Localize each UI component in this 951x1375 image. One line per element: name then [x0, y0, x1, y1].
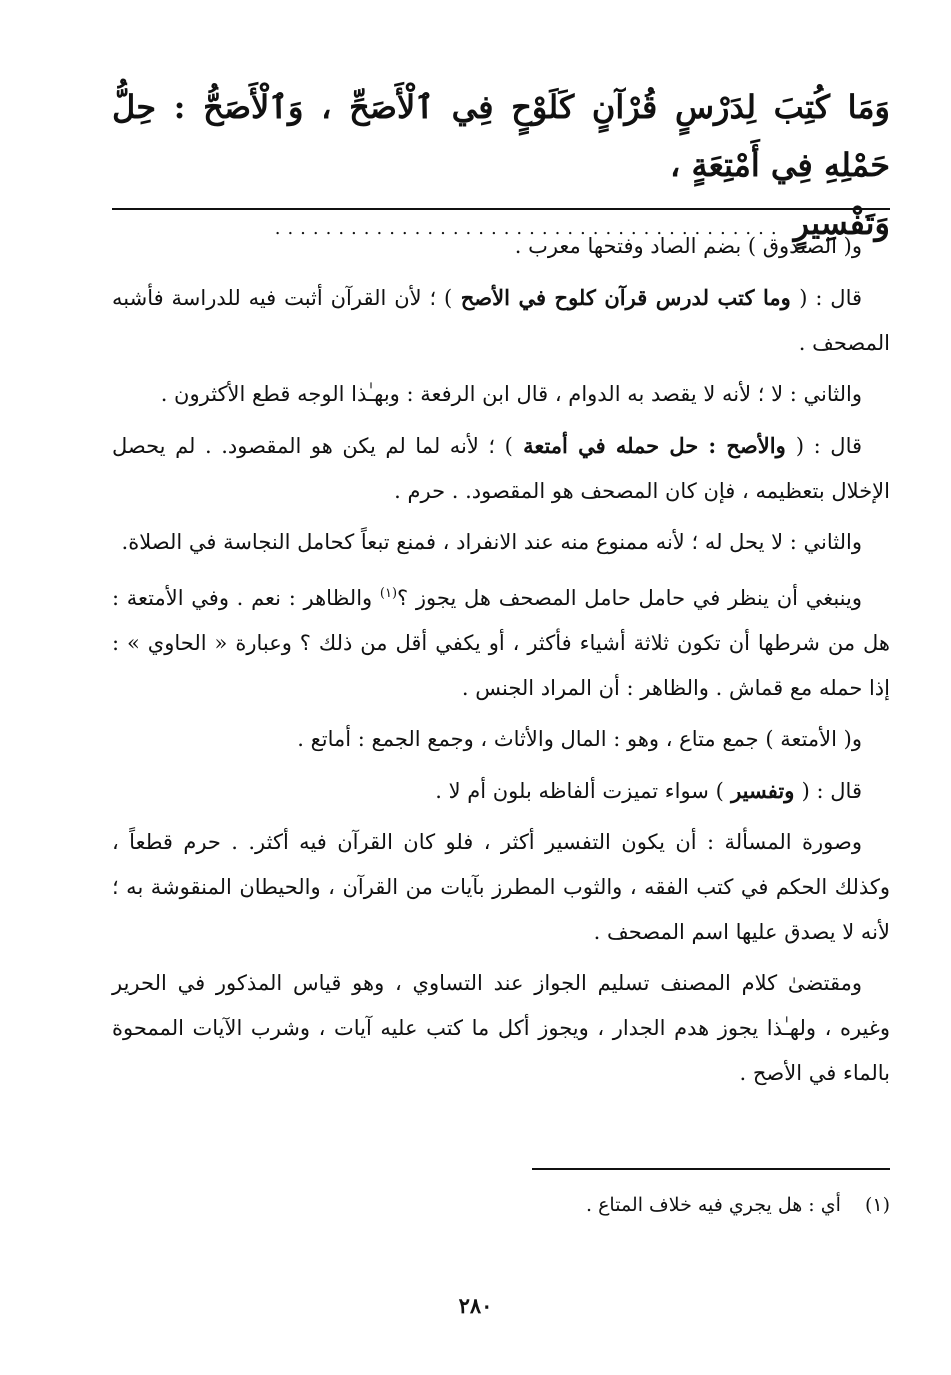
paragraph-5: والثاني : لا يحل له ؛ لأنه ممنوع منه عند الانفراد ، فمنع تبعاً كحامل النجاسة في الصلاة.: [121, 530, 862, 554]
footnote-text: أي : هل يجري فيه خلاف المتاع .: [586, 1194, 841, 1216]
page-number: ٢٨٠: [458, 1293, 493, 1318]
paragraph-6-start: وينبغي أن ينظر في حامل حامل المصحف هل يجوز ؟: [397, 586, 863, 610]
paragraph-2-rest: ) ؛ لأن القرآن أثبت فيه للدراسة فأشبه المصحف .: [112, 286, 890, 355]
matn-dots: ........................................: [274, 218, 784, 239]
paragraph-8-quote: وتفسير: [723, 778, 802, 803]
commentary-text: [112, 224, 890, 1102]
footnote-ref-1[interactable]: (١): [379, 586, 398, 601]
paragraph-4-quote: والأصح : حل حمله في أمتعة: [512, 433, 796, 458]
paragraph-10: ومقتضىٰ كلام المصنف تسليم الجواز عند التساوي ، وهو قياس المذكور في الحرير وغيره ، ولهـٰذا يجوز هدم الجدار ، ويجوز أكل ما كتب عليه آيات ، وشرب الآيات الممحوة بالماء في الأصح .: [112, 971, 890, 1085]
footnote-number: (١): [864, 1194, 890, 1216]
paragraph-8-open: قال : (: [801, 779, 862, 803]
matn-line-1: وَمَا كُتِبَ لِدَرْسٍ قُرْآنٍ كَلَوْحٍ فِي ٱلْأَصَحِّ ، وَٱلْأَصَحُّ : حِلُّ حَمْلِهِ فِي أَمْتِعَةٍ ،: [112, 88, 891, 184]
paragraph-8-rest: ) سواء تميزت ألفاظه بلون أم لا .: [435, 779, 724, 803]
paragraph-3: والثاني : لا ؛ لأنه لا يقصد به الدوام ، قال ابن الرفعة : وبهـٰذا الوجه قطع الأكثرون .: [160, 382, 862, 406]
matn-separator-rule: [112, 208, 890, 210]
paragraph-2-quote: وما كتب لدرس قرآن كلوح في الأصح: [452, 285, 800, 310]
matn-line-2-text: وَتَفْسِيرٍ: [793, 204, 890, 242]
footnote: [112, 1190, 890, 1220]
paragraph-9: وصورة المسألة : أن يكون التفسير أكثر ، فلو كان القرآن فيه أكثر. . حرم قطعاً ، وكذلك الحكم في كتب الفقه ، والثوب المطرز بآيات من القرآن ، والحيطان المنقوشة به ؛ لأنه لا يصدق عليها اسم المصحف .: [112, 830, 890, 944]
paragraph-8: [112, 768, 890, 814]
paragraph-2-open: قال : (: [799, 286, 863, 310]
paragraph-4-open: قال : (: [795, 434, 863, 458]
paragraph-1: و( الصندوق ) بضم الصاد وفتحها معرب .: [514, 234, 862, 258]
paragraph-6-rest: والظاهر : نعم . وفي الأمتعة : هل من شرطها أن تكون ثلاثة أشياء فأكثر ، أو يكفي أقل من ذلك ؟ وعبارة « الحاوي » : إذا حمله مع قماش . والظاهر : أن المراد الجنس .: [112, 586, 890, 700]
paragraph-2: [112, 275, 890, 366]
footnote-separator-rule: [532, 1168, 890, 1170]
paragraph-7: و( الأمتعة ) جمع متاع ، وهو : المال والأثاث ، وجمع الجمع : أماتع .: [297, 727, 862, 751]
paragraph-4: [112, 423, 890, 514]
paragraph-4-rest: ) ؛ لأنه لما لم يكن هو المقصود. . لم يحصل الإخلال بتعظيمه ، فإن كان المصحف هو المقصود. . حرم .: [112, 434, 890, 503]
paragraph-6: [112, 571, 890, 711]
